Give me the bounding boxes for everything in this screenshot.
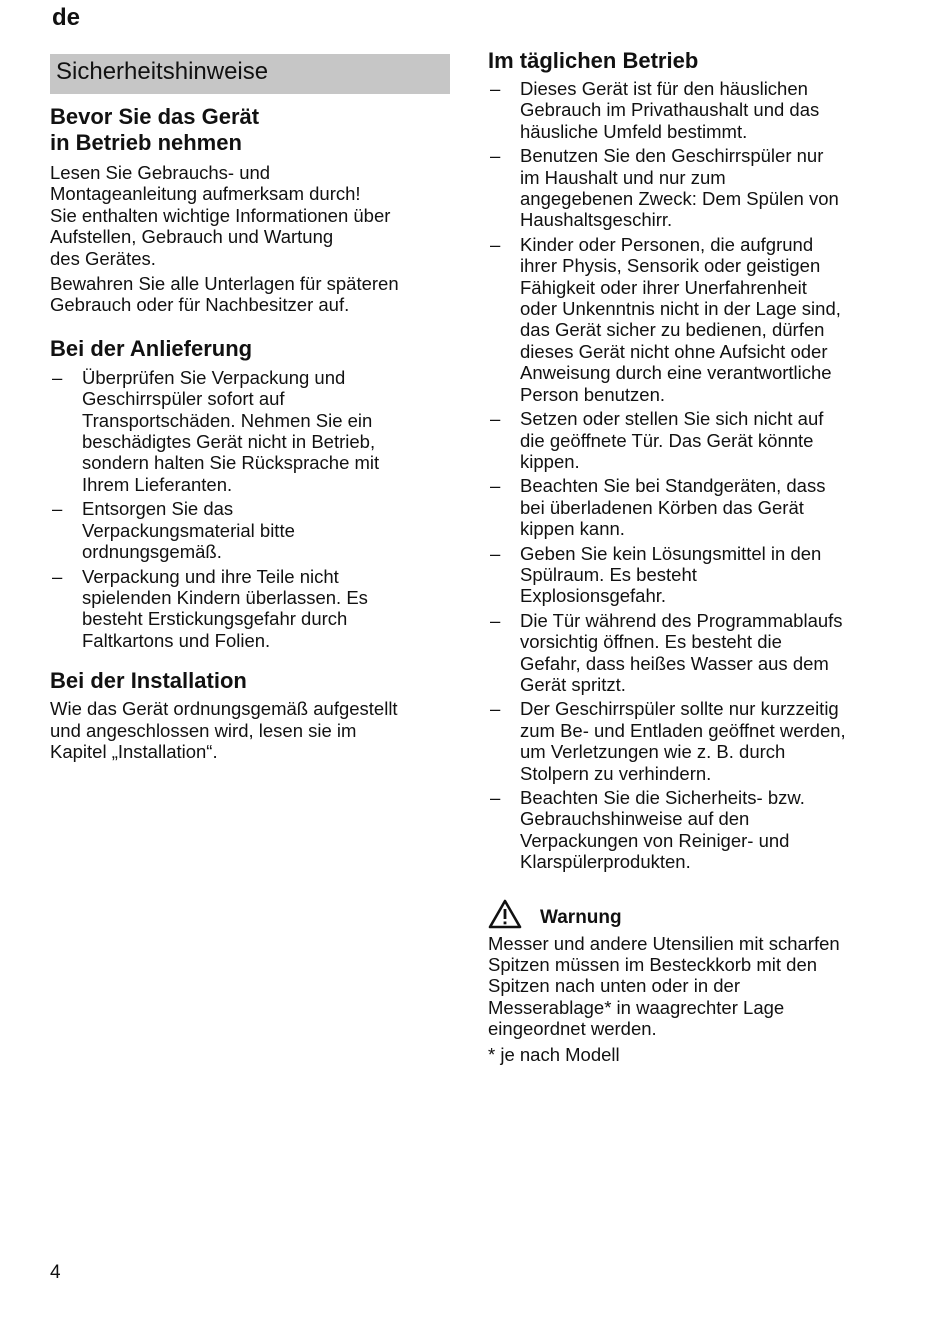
paragraph-read-instructions: Lesen Sie Gebrauchs- und Montageanleitung aufmerksam durch! Sie enthalten wichtige Informationen über Aufstellen, Gebrauch und Wartung des Gerätes. bbox=[50, 162, 391, 269]
list-item: – Beachten Sie bei Standgeräten, dass bei überladenen Körben das Gerät kippen kann. bbox=[490, 475, 826, 540]
page-number: 4 bbox=[50, 1262, 61, 1283]
list-item: – Überprüfen Sie Verpackung und Geschirrspüler sofort auf Transportschäden. Nehmen Sie ein beschädigtes Gerät nicht in Betrieb, sondern halten Sie Rücksprache mit Ihrem Lieferanten. bbox=[52, 366, 380, 495]
list-item: – Verpackung und ihre Teile nicht spielenden Kindern überlassen. Es besteht Erstickungsgefahr durch Faltkartons und Folien. bbox=[52, 565, 368, 651]
daily-operation-list bbox=[488, 78, 893, 873]
list-item: – Dieses Gerät ist für den häuslichen Gebrauch im Privathaushalt und das häusliche Umfeld bestimmt. bbox=[490, 78, 820, 142]
list-item: – Entsorgen Sie das Verpackungsmaterial bitte ordnungsgemäß. bbox=[52, 498, 295, 563]
list-item: – Der Geschirrspüler sollte nur kurzzeitig zum Be- und Entladen geöffnet werden, um Verletzungen wie z. B. durch Stolpern zu verhindern. bbox=[490, 698, 846, 784]
warning-triangle-icon bbox=[488, 899, 522, 929]
heading-daily-operation: Im täglichen Betrieb bbox=[488, 48, 699, 73]
warning-title: Warnung bbox=[540, 906, 622, 928]
heading-before-use: Bevor Sie das Gerät in Betrieb nehmen bbox=[50, 104, 260, 155]
heading-delivery: Bei der Anlieferung bbox=[50, 335, 253, 361]
paragraph-keep-documents: Bewahren Sie alle Unterlagen für späteren Gebrauch oder für Nachbesitzer auf. bbox=[50, 273, 399, 316]
right-column bbox=[488, 48, 893, 1065]
delivery-list bbox=[50, 367, 450, 651]
section-title-bar bbox=[50, 54, 450, 94]
heading-installation: Bei der Installation bbox=[50, 668, 247, 694]
list-item: – Die Tür während des Programmablaufs vorsichtig öffnen. Es besteht die Gefahr, dass heißes Wasser aus dem Gerät spritzt. bbox=[490, 609, 843, 695]
warning-header bbox=[488, 899, 893, 929]
footnote: * je nach Modell bbox=[488, 1043, 620, 1065]
list-item: – Beachten Sie die Sicherheits- bzw. Gebrauchshinweise auf den Verpackungen von Reiniger- und Klarspülerprodukten. bbox=[490, 787, 805, 873]
list-item: – Setzen oder stellen Sie sich nicht auf die geöffnete Tür. Das Gerät könnte kippen. bbox=[490, 408, 824, 472]
list-item: – Benutzen Sie den Geschirrspüler nur im Haushalt und nur zum angegebenen Zweck: Dem Spülen von Haushaltsgeschirr. bbox=[490, 145, 839, 231]
warning-block bbox=[488, 899, 893, 1065]
paragraph-installation: Wie das Gerät ordnungsgemäß aufgestellt und angeschlossen wird, lesen sie im Kapitel „Installation“. bbox=[50, 698, 398, 762]
list-item: – Kinder oder Personen, die aufgrund ihrer Physis, Sensorik oder geistigen Fähigkeit oder ihrer Unerfahrenheit oder Unkenntnis nicht in der Lage sind, das Gerät sicher zu bedienen, dürfen dieses Gerät nicht ohne Aufsicht oder Anweisung durch eine verantwortliche Person benutzen. bbox=[490, 233, 841, 405]
language-code: de bbox=[52, 4, 81, 31]
list-item: – Geben Sie kein Lösungsmittel in den Spülraum. Es besteht Explosionsgefahr. bbox=[490, 542, 822, 607]
warning-text: Messer und andere Utensilien mit scharfen Spitzen müssen im Besteckkorb mit den Spitzen nach unten oder in der Messerablage* in waagrechter Lage eingeordnet werden. bbox=[488, 932, 840, 1040]
left-column bbox=[50, 104, 450, 762]
section-title: Sicherheitshinweise bbox=[56, 58, 269, 85]
